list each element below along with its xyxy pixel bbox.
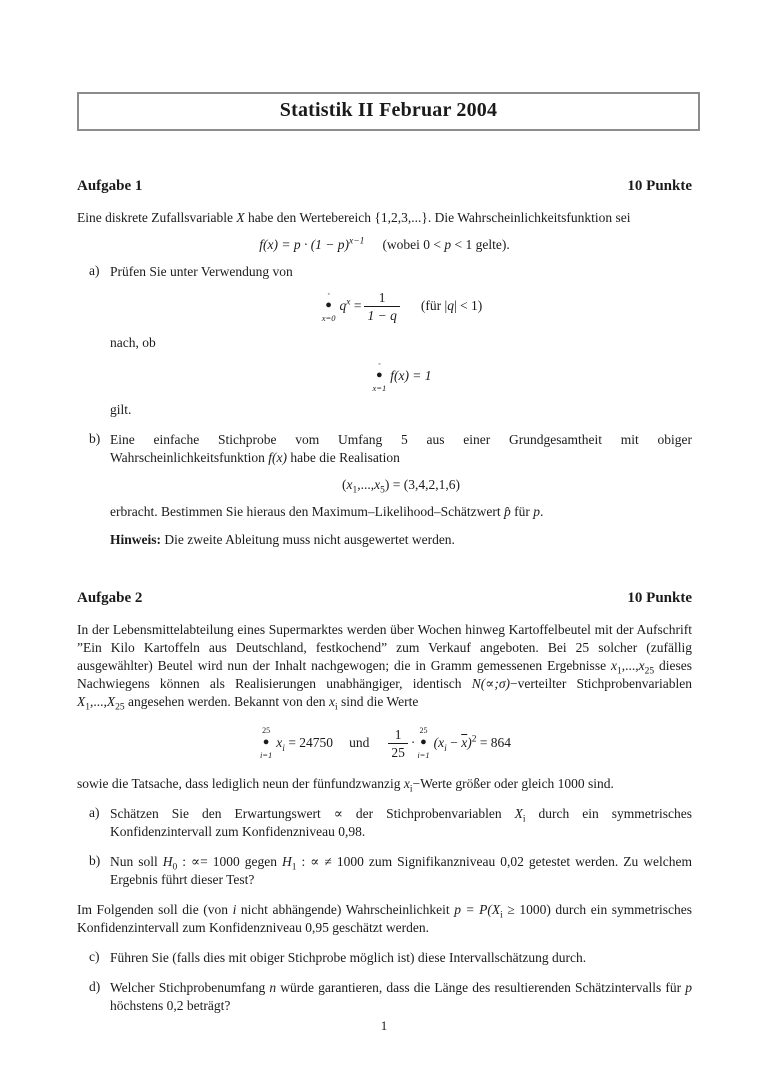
list-item-b	[77, 431, 692, 549]
text-run: höchstens 0,2 beträgt?	[110, 997, 231, 1013]
item-text: Führen Sie (falls dies mit obiger Stichprobe möglich ist) diese Intervallschätzung durch.	[110, 949, 587, 965]
math-subscript: 5	[380, 485, 385, 496]
math-subscript: i	[334, 702, 338, 713]
text-run: (für |	[420, 297, 448, 313]
math-variable-hat: p̂	[504, 503, 511, 519]
math-variable: p	[685, 979, 692, 995]
math-variable: x	[610, 657, 617, 673]
text-run: Eine einfache Stichprobe vom Umfang 5 aus einer Grundgesamtheit mit obiger Wahrscheinlichkeitsfunktion	[110, 432, 692, 466]
math-variable: x	[328, 693, 335, 709]
sum-symbol	[417, 727, 429, 760]
math-subscript: 1	[291, 862, 297, 873]
text-run: ) = (3,4,2,1,6)	[384, 477, 460, 493]
math-exponent: x−1	[349, 236, 365, 247]
text-run: ,...,	[621, 657, 639, 673]
math-variable: X	[514, 805, 523, 821]
text-run: −Werte größer oder gleich 1000 sind.	[412, 775, 614, 791]
text-run: = 24750	[284, 734, 334, 750]
item-text	[110, 853, 692, 889]
math-variable: q	[447, 297, 454, 313]
paragraph-sowie	[77, 775, 692, 793]
text-run: .	[540, 503, 544, 519]
text-run: Im Folgenden soll die (von	[77, 901, 233, 917]
text-run: Nun soll	[110, 853, 163, 869]
fraction-denominator: 25	[388, 743, 408, 761]
fraction-numerator: 1	[394, 726, 402, 742]
math-subscript: 1	[85, 702, 90, 713]
text-run: ≥ 1000) durch ein symmetrisches Konfidenzintervall zum Konfidenzniveau 0,95 geschätzt werden.	[77, 901, 693, 935]
math-variable: q	[339, 297, 347, 313]
section-points: 10 Punkte	[627, 178, 692, 194]
text-run: nicht abhängende) Wahrscheinlichkeit	[236, 901, 455, 917]
math-expression: f(x)	[268, 450, 287, 466]
math-variable: X	[236, 210, 245, 225]
math-expression: f(x) = p · (1 − p)	[259, 237, 350, 252]
math-exponent: x	[346, 297, 351, 308]
text-run: | < 1)	[453, 297, 483, 313]
list-item-a	[77, 805, 692, 841]
math-variable: p	[533, 503, 541, 519]
math-variable: p	[444, 237, 452, 252]
text-run: angesehen werden. Bekannt von den	[124, 693, 329, 709]
math-subscript: 0	[172, 862, 178, 873]
item-text	[110, 979, 692, 1015]
text-run: : ∝ ≠ 1000 zum Signifikanzniveau 0,02 getestet werden. Zu welchem Ergebnis führt dieser Test?	[110, 853, 692, 887]
item-label: a)	[89, 262, 100, 278]
paragraph-intro	[77, 209, 692, 227]
text-run: Eine diskrete Zufallsvariable	[77, 210, 237, 225]
formula-geometric-series	[110, 290, 692, 324]
text-run: : ∝= 1000 gegen	[177, 853, 283, 869]
item-text	[110, 431, 692, 467]
math-subscript: i	[409, 784, 413, 795]
text-run: erbracht. Bestimmen Sie hieraus den Maximum–Likelihood–Schätzwert	[110, 503, 505, 519]
math-subscript: 1	[616, 666, 622, 677]
item-label: d)	[89, 978, 101, 994]
math-variable: X	[106, 693, 116, 709]
sum-symbol	[372, 361, 386, 393]
item-body	[110, 805, 692, 841]
item-text	[110, 805, 692, 841]
math-exponent: 2	[471, 734, 477, 745]
math-variable: H	[162, 853, 173, 869]
math-subscript: 1	[352, 485, 358, 496]
list-item-c	[77, 949, 692, 967]
formula-sum-f	[110, 361, 692, 393]
list-item-d	[77, 979, 692, 1015]
sum-operator-dot: ●	[262, 736, 270, 749]
item-body	[110, 853, 692, 889]
title-box	[77, 92, 700, 131]
section-aufgabe-1	[77, 177, 692, 549]
hint-text: Die zweite Ableitung muss nicht ausgewertet werden.	[161, 531, 455, 547]
paragraph-hinweis	[110, 531, 692, 549]
text-run: In der Lebensmittelabteilung eines Supermarktes werden über Wochen hinweg Kartoffelbeutel mit der Aufschrift ”Ein Kilo Kartoffeln aus Deutschland, festkochend” zum Verkauf angeboten. Bei 25 solcher (zufällig ausgewählter) Beutel wird nun der Inhalt nachgewogen; die in Gramm gemessenen Ergebnisse	[77, 621, 692, 673]
math-variable: X	[77, 693, 86, 709]
text-run: habe den Wertebereich {1,2,3,...}. Die Wahrscheinlichkeitsfunktion sei	[244, 210, 631, 225]
list-item-b	[77, 853, 692, 889]
sum-upper-limit: 25	[262, 726, 271, 736]
text-run: würde garantieren, dass die Länge des resultierenden Schätzintervalls für	[276, 979, 686, 995]
sum-symbol	[260, 727, 272, 760]
math-subscript: i	[522, 814, 526, 825]
paragraph-im-folgenden	[77, 901, 692, 937]
math-variable: n	[269, 979, 277, 995]
text-run: −verteilter Stichprobenvariablen	[510, 675, 692, 691]
paragraph-erbracht	[110, 503, 692, 521]
text-gilt: gilt.	[110, 402, 132, 418]
sum-symbol	[322, 291, 336, 323]
page-content	[77, 177, 692, 1015]
text-run: Welcher Stichprobenumfang	[110, 979, 270, 995]
text-und: und	[349, 734, 370, 750]
math-subscript: 25	[644, 666, 655, 677]
section-title: Aufgabe 2	[77, 589, 143, 606]
math-variable: x	[374, 477, 381, 493]
text-run: = 864	[476, 734, 512, 750]
text-run: Schätzen Sie den Erwartungswert ∝ der Stichprobenvariablen	[110, 805, 515, 821]
text-run: sind die Werte	[337, 693, 419, 709]
section-heading-row	[77, 589, 692, 608]
math-variable: x	[403, 775, 410, 791]
math-variable: x	[346, 477, 353, 493]
sum-upper-limit: ◦	[327, 289, 330, 298]
sum-operator-dot: ●	[420, 736, 427, 749]
math-subscript: i	[444, 743, 447, 754]
math-variable: i	[232, 901, 237, 917]
math-variable: x	[276, 734, 283, 750]
formula-pmf	[77, 238, 692, 252]
paragraph-supermarkt	[77, 621, 692, 711]
fraction-denominator: 1 − q	[364, 306, 399, 324]
math-expression: f(x) = 1	[390, 367, 432, 383]
text-run: (wobei 0 <	[382, 237, 445, 252]
item-label: c)	[89, 948, 100, 964]
item-text: Prüfen Sie unter Verwendung von	[110, 263, 293, 279]
document-title: Statistik II Februar 2004	[279, 99, 498, 121]
math-subscript: i	[282, 743, 285, 754]
sum-lower-limit: x=0	[321, 312, 336, 323]
math-xbar: $\overline{x}$	[461, 734, 468, 750]
sum-lower-limit: i=1	[259, 750, 273, 761]
text-run: für	[510, 503, 534, 519]
sum-upper-limit: 25	[419, 726, 428, 736]
math-variable: x	[638, 657, 645, 673]
math-expression: p = P(X	[454, 901, 501, 917]
sum-upper-limit: ◦	[378, 359, 381, 368]
text-run: )	[467, 734, 472, 750]
math-variable: H	[282, 853, 292, 869]
item-label: b)	[89, 852, 101, 868]
fraction	[388, 727, 408, 761]
section-points: 10 Punkte	[627, 589, 692, 606]
formula-realisation	[110, 477, 692, 496]
formula-sample-stats	[77, 727, 692, 761]
fraction-numerator: 1	[378, 289, 386, 305]
fraction	[364, 290, 399, 324]
list-item-a	[77, 263, 692, 420]
math-expression: (x	[433, 734, 445, 750]
sum-lower-limit: i=1	[417, 750, 430, 761]
text-run: sowie die Tatsache, dass lediglich neun der fünfundzwanzig	[77, 775, 404, 791]
text-run: durch ein symmetrisches Konfidenzintervall zum Konfidenzniveau 0,98.	[110, 805, 692, 839]
text-run: −	[446, 734, 462, 750]
sum-operator-dot: ●	[325, 298, 332, 311]
text-run: ,...,	[357, 477, 375, 493]
text-run: (	[342, 477, 347, 493]
text-run: ,...,	[90, 693, 107, 709]
text-nach-ob: nach, ob	[110, 334, 156, 350]
math-distribution: N(∝;σ)	[471, 675, 510, 691]
section-heading-row	[77, 177, 692, 196]
item-label: a)	[89, 804, 100, 820]
section-aufgabe-2	[77, 589, 692, 1015]
hint-label: Hinweis:	[110, 531, 162, 547]
sum-operator-dot: ●	[375, 368, 383, 381]
item-body	[110, 979, 692, 1015]
text-run: < 1 gelte).	[451, 237, 510, 252]
text-run: habe die Realisation	[286, 450, 400, 466]
math-subscript: i	[500, 910, 503, 921]
text-run: dieses Nachwiegens können als Realisierungen unabhängiger, identisch	[77, 657, 692, 691]
equals-sign: =	[353, 297, 362, 313]
item-body	[110, 263, 692, 420]
item-label: b)	[89, 431, 101, 447]
item-body	[110, 949, 692, 967]
section-title: Aufgabe 1	[77, 178, 143, 194]
item-body	[110, 431, 692, 549]
sum-lower-limit: x=1	[372, 382, 387, 393]
page-number: 1	[380, 1018, 388, 1033]
multiplication-dot: ·	[410, 734, 416, 750]
math-subscript: 25	[115, 702, 125, 713]
exam-page	[0, 92, 768, 1086]
